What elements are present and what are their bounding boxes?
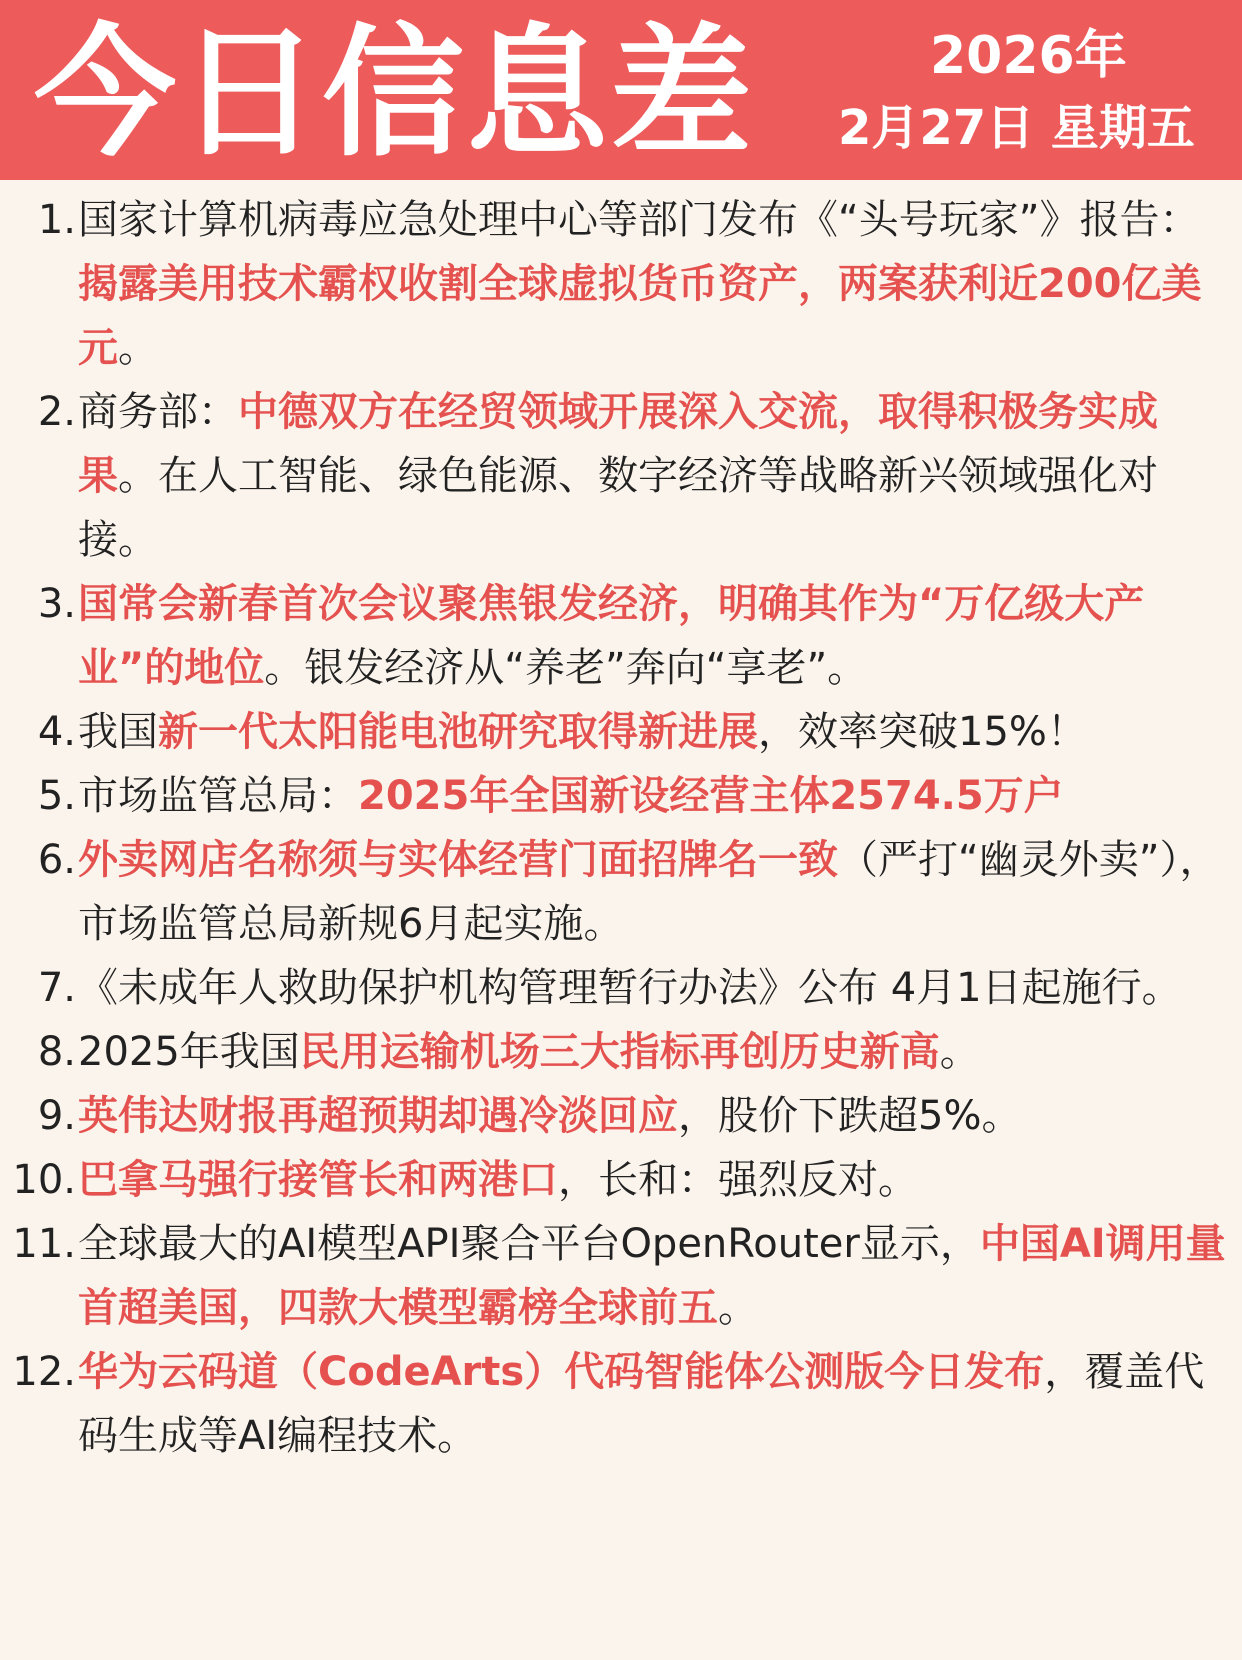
news-highlight-text: 新一代太阳能电池研究取得新进展 xyxy=(158,709,758,755)
news-list xyxy=(0,188,1242,1468)
news-highlight-text: 巴拿马强行接管长和两港口 xyxy=(78,1157,558,1203)
news-text: 2025年我国 xyxy=(78,1029,300,1075)
news-text: 我国 xyxy=(78,709,158,755)
news-item-number: 10. xyxy=(12,1157,76,1203)
news-highlight-text: 英伟达财报再超预期却遇冷淡回应 xyxy=(78,1093,678,1139)
news-item-number: 2. xyxy=(37,389,76,435)
news-item-number: 3. xyxy=(37,581,76,627)
news-highlight-text: 民用运输机场三大指标再创历史新高 xyxy=(299,1029,940,1075)
news-text: ，股价下跌超5%。 xyxy=(678,1093,1022,1139)
news-item xyxy=(0,1084,1242,1148)
news-item-number: 8. xyxy=(37,1029,76,1075)
news-item xyxy=(0,956,1242,1020)
news-text: 《未成年人救助保护机构管理暂行办法》公布 4月1日起施行。 xyxy=(78,965,1182,1011)
news-item-number: 1. xyxy=(37,197,76,243)
news-item-number: 4. xyxy=(37,709,76,755)
news-text: ，长和：强烈反对。 xyxy=(558,1157,918,1203)
news-item-number: 12. xyxy=(12,1349,76,1395)
news-highlight-text: 中国AI调用量首超美国，四款大模型霸榜全球前五 xyxy=(78,1221,1226,1331)
news-text: ，覆盖代码生成等AI编程技术。 xyxy=(78,1349,1205,1459)
news-highlight-text: 揭露美用技术霸权收割全球虚拟货币资产，两案获利近200亿美元 xyxy=(78,261,1202,371)
news-text: 。银发经济从“养老”奔向“享老”。 xyxy=(264,645,868,691)
news-highlight-text: 国常会新春首次会议聚焦银发经济，明确其作为“万亿级大产业”的地位 xyxy=(78,581,1145,691)
news-text: 。在人工智能、绿色能源、数字经济等战略新兴领域强化对接。 xyxy=(78,453,1158,563)
news-text: 。 xyxy=(939,1029,980,1075)
news-item xyxy=(0,380,1242,572)
news-highlight-text: 华为云码道（CodeArts）代码智能体公测版今日发布 xyxy=(78,1349,1045,1395)
news-item xyxy=(0,1212,1242,1340)
news-item xyxy=(0,572,1242,700)
news-highlight-text: 中德双方在经贸领域开展深入交流，取得积极务实成果 xyxy=(78,389,1158,499)
news-text: ，效率突破15%！ xyxy=(758,709,1087,755)
news-text: 商务部： xyxy=(78,389,238,435)
news-item-number: 7. xyxy=(37,965,76,1011)
news-item-number: 11. xyxy=(12,1221,76,1267)
header-date: 2月27日 星期五 xyxy=(838,100,1195,156)
news-item-number: 5. xyxy=(37,773,76,819)
news-item-number: 6. xyxy=(37,837,76,883)
news-item xyxy=(0,828,1242,956)
news-text: 市场监管总局： xyxy=(78,773,358,819)
news-highlight-text: 外卖网店名称须与实体经营门面招牌名一致 xyxy=(78,837,838,883)
news-item xyxy=(0,700,1242,764)
news-text: 。 xyxy=(118,325,158,371)
header-banner xyxy=(0,0,1242,180)
news-item xyxy=(0,764,1242,828)
news-item xyxy=(0,1340,1242,1468)
news-highlight-text: 2025年全国新设经营主体2574.5万户 xyxy=(358,773,1064,819)
page-title: 今日信息差 xyxy=(34,11,754,176)
news-item xyxy=(0,1020,1242,1084)
news-text: 国家计算机病毒应急处理中心等部门发布《“头号玩家”》报告： xyxy=(78,197,1200,243)
news-item xyxy=(0,1148,1242,1212)
news-text: （严打“幽灵外卖”），市场监管总局新规6月起实施。 xyxy=(78,837,1220,947)
news-text: 全球最大的AI模型API聚合平台OpenRouter显示， xyxy=(78,1221,980,1267)
news-item xyxy=(0,188,1242,380)
news-item-number: 9. xyxy=(37,1093,76,1139)
news-text: 。 xyxy=(718,1285,758,1331)
header-year: 2026年 xyxy=(930,26,1127,86)
